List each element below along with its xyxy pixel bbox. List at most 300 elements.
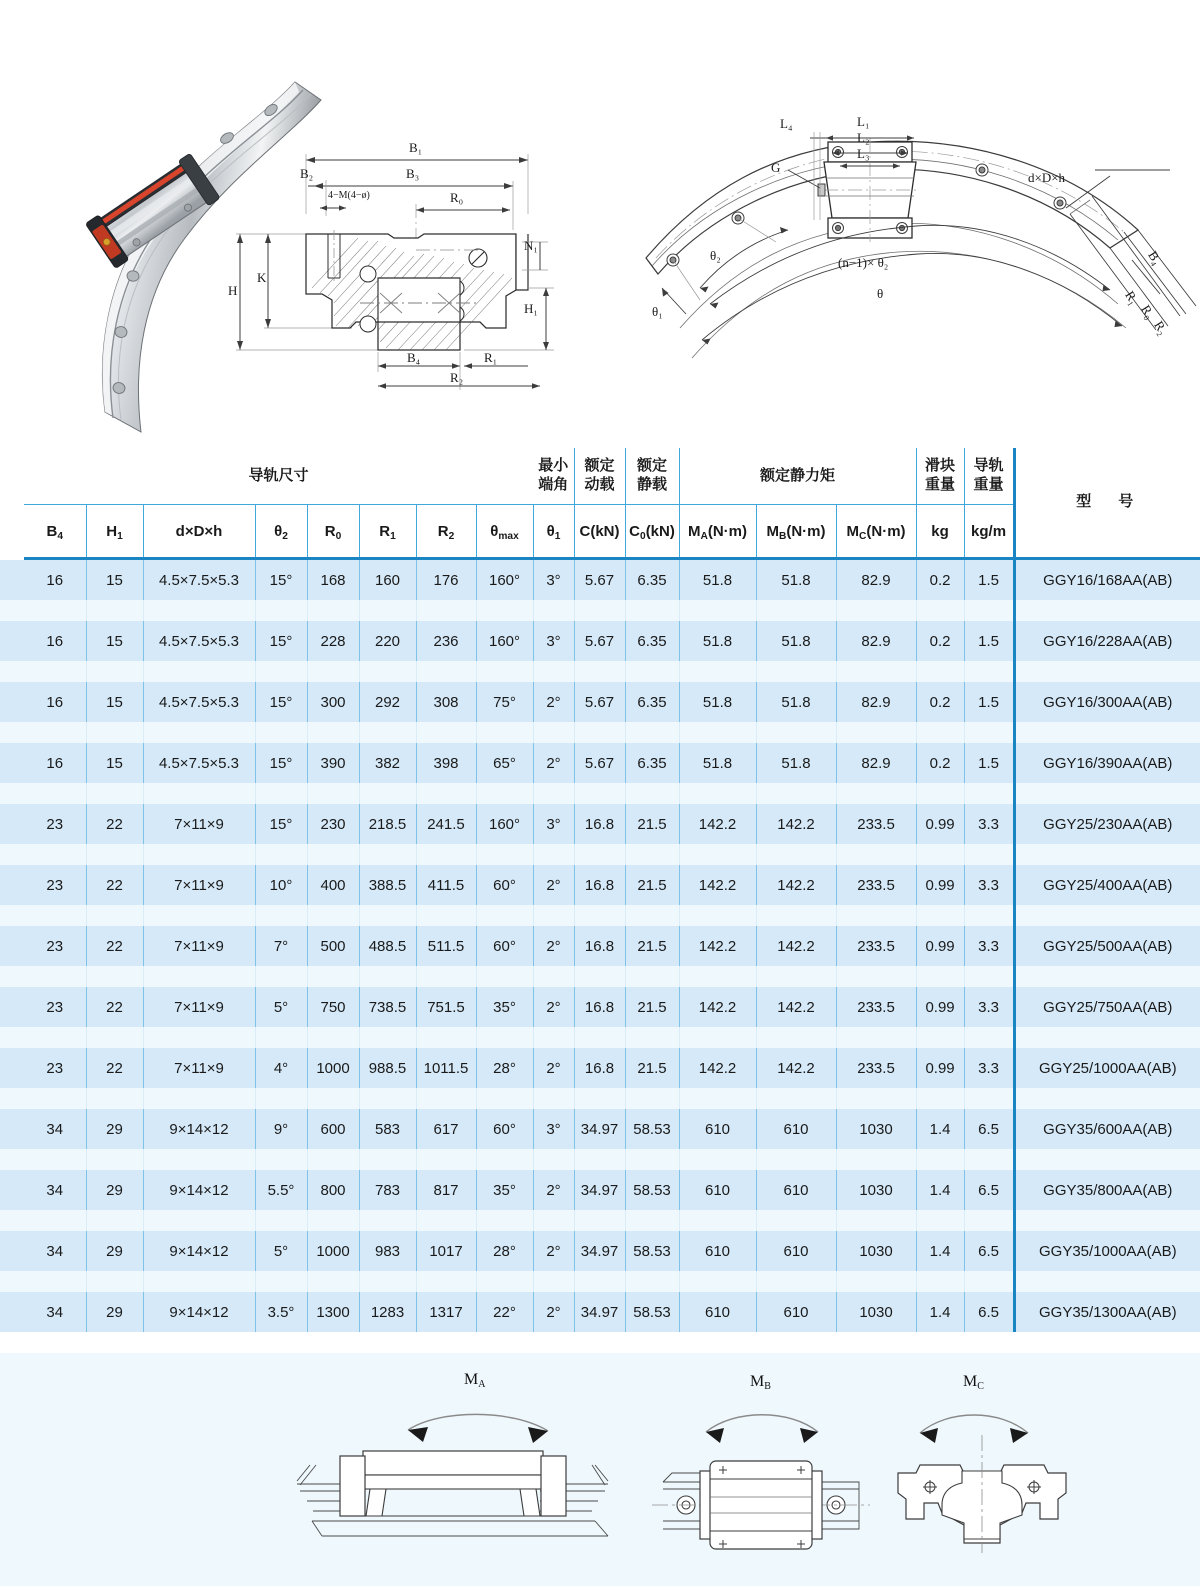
dim-label-b1: B₁ <box>409 140 423 155</box>
cell-theta2: 7° <box>255 926 307 966</box>
header-col-ddh: d×D×h <box>143 505 255 558</box>
cell-theta2: 9° <box>255 1109 307 1149</box>
cell-MA: 610 <box>679 1292 756 1332</box>
dim-label-l1: L₁ <box>857 114 870 129</box>
header-col-theta1: $\theta_1$ <box>533 505 574 558</box>
cell-kg: 1.4 <box>916 1292 964 1332</box>
cell-H1: 29 <box>86 1109 143 1149</box>
cell-R0: 230 <box>307 804 359 844</box>
cell-model: GGY16/390AA(AB) <box>1014 743 1200 783</box>
header-col-kg: kg <box>916 505 964 558</box>
dim-label-theta1: θ₁ <box>652 304 663 319</box>
cell-R2: 176 <box>416 560 476 600</box>
cell-C0: 6.35 <box>625 743 679 783</box>
cell-kgm: 6.5 <box>964 1109 1014 1149</box>
cell-thetamax: 60° <box>476 865 533 905</box>
cell-C0: 21.5 <box>625 926 679 966</box>
cell-B4: 34 <box>24 1292 86 1332</box>
cell-MA: 610 <box>679 1170 756 1210</box>
cell-model: GGY16/168AA(AB) <box>1014 560 1200 600</box>
cell-MC: 1030 <box>836 1170 916 1210</box>
cell-R1: 292 <box>359 682 416 722</box>
moment-label-mc: $M_C$ <box>963 1373 984 1392</box>
cell-kgm: 3.3 <box>964 804 1014 844</box>
cell-R1: 220 <box>359 621 416 661</box>
cell-C: 5.67 <box>574 621 625 661</box>
moment-label-ma: $M_A$ <box>464 1371 486 1390</box>
cell-dDh: 9×14×12 <box>143 1292 255 1332</box>
header-spacer-left <box>0 448 24 505</box>
table-row-spacer <box>0 1271 1200 1292</box>
cell-H1: 29 <box>86 1292 143 1332</box>
cell-MC: 82.9 <box>836 560 916 600</box>
cell-MB: 51.8 <box>756 682 836 722</box>
cell-MB: 142.2 <box>756 1048 836 1088</box>
table-row[interactable] <box>0 804 1200 844</box>
cell-theta1: 3° <box>533 560 574 600</box>
cell-C0: 6.35 <box>625 682 679 722</box>
cell-kgm: 3.3 <box>964 865 1014 905</box>
table-row-spacer <box>0 905 1200 926</box>
table-row-spacer <box>0 1149 1200 1170</box>
cell-dDh: 7×11×9 <box>143 987 255 1027</box>
cell-C: 5.67 <box>574 560 625 600</box>
moment-diagram-band <box>0 1353 1200 1586</box>
cell-dDh: 7×11×9 <box>143 804 255 844</box>
cell-B4: 23 <box>24 987 86 1027</box>
cell-MB: 51.8 <box>756 621 836 661</box>
cell-C0: 58.53 <box>625 1292 679 1332</box>
cell-thetamax: 35° <box>476 1170 533 1210</box>
cell-kg: 0.2 <box>916 560 964 600</box>
cell-dDh: 4.5×7.5×5.3 <box>143 743 255 783</box>
header-col-thetamax: $\theta_{max}$ <box>476 505 533 558</box>
cell-B4: 23 <box>24 804 86 844</box>
cell-C: 16.8 <box>574 865 625 905</box>
table-row[interactable] <box>0 926 1200 966</box>
cell-theta2: 10° <box>255 865 307 905</box>
cell-kgm: 1.5 <box>964 621 1014 661</box>
cell-H1: 15 <box>86 560 143 600</box>
cell-R0: 800 <box>307 1170 359 1210</box>
cell-theta2: 5° <box>255 987 307 1027</box>
cell-kgm: 6.5 <box>964 1231 1014 1271</box>
dim-label-r1: R₁ <box>484 350 498 365</box>
cell-H1: 22 <box>86 865 143 905</box>
cell-R2: 1317 <box>416 1292 476 1332</box>
cell-kg: 1.4 <box>916 1109 964 1149</box>
plan-view-drawing <box>640 108 1200 373</box>
header-col-c0: $C_0(kN)$ <box>625 505 679 558</box>
cell-MC: 1030 <box>836 1109 916 1149</box>
dim-label-n1theta2: (n−1)× θ₂ <box>838 255 889 270</box>
cell-R0: 1000 <box>307 1048 359 1088</box>
cell-theta1: 3° <box>533 804 574 844</box>
moment-ma-diagram <box>297 1414 608 1536</box>
cell-C: 5.67 <box>574 682 625 722</box>
cell-kg: 0.2 <box>916 621 964 661</box>
cell-theta2: 3.5° <box>255 1292 307 1332</box>
cell-R0: 750 <box>307 987 359 1027</box>
dim-label-theta2: θ₂ <box>710 248 721 263</box>
cell-dDh: 4.5×7.5×5.3 <box>143 621 255 661</box>
dim-label-b4-plan: B₄ <box>1145 248 1165 268</box>
cell-theta2: 15° <box>255 743 307 783</box>
cell-B4: 34 <box>24 1109 86 1149</box>
cell-dDh: 9×14×12 <box>143 1109 255 1149</box>
dim-label-theta: θ <box>877 286 884 301</box>
cell-dDh: 7×11×9 <box>143 926 255 966</box>
cell-model: GGY16/228AA(AB) <box>1014 621 1200 661</box>
header-col-theta2: $\theta_2$ <box>255 505 307 558</box>
cell-dDh: 7×11×9 <box>143 865 255 905</box>
dim-label-l3: L₃ <box>857 146 870 161</box>
cell-MA: 142.2 <box>679 804 756 844</box>
header-group-min-end-angle: 最小 端角 <box>533 448 574 505</box>
cell-C: 34.97 <box>574 1109 625 1149</box>
header-group-rated-dynamic: 额定 动载 <box>574 448 625 505</box>
header-group-block-weight: 滑块 重量 <box>916 448 964 505</box>
cell-H1: 29 <box>86 1170 143 1210</box>
cell-thetamax: 28° <box>476 1048 533 1088</box>
cell-MA: 51.8 <box>679 682 756 722</box>
cell-B4: 16 <box>24 560 86 600</box>
table-row[interactable] <box>0 743 1200 783</box>
cell-H1: 15 <box>86 621 143 661</box>
table-row[interactable] <box>0 987 1200 1027</box>
cell-MB: 610 <box>756 1231 836 1271</box>
cell-theta1: 2° <box>533 682 574 722</box>
cell-kgm: 3.3 <box>964 987 1014 1027</box>
table-row-spacer <box>0 722 1200 743</box>
cell-kg: 0.2 <box>916 682 964 722</box>
cell-B4: 34 <box>24 1170 86 1210</box>
cell-MA: 142.2 <box>679 926 756 966</box>
cell-C: 34.97 <box>574 1292 625 1332</box>
cell-R1: 488.5 <box>359 926 416 966</box>
cell-MB: 51.8 <box>756 560 836 600</box>
table-head <box>0 448 1200 560</box>
cell-C0: 21.5 <box>625 804 679 844</box>
cell-thetamax: 160° <box>476 804 533 844</box>
cell-R1: 983 <box>359 1231 416 1271</box>
cell-R2: 411.5 <box>416 865 476 905</box>
cell-MC: 1030 <box>836 1292 916 1332</box>
cell-R2: 1017 <box>416 1231 476 1271</box>
cell-kg: 0.99 <box>916 926 964 966</box>
table-row[interactable] <box>0 1292 1200 1332</box>
cell-R1: 988.5 <box>359 1048 416 1088</box>
cell-model: GGY25/500AA(AB) <box>1014 926 1200 966</box>
cell-R2: 398 <box>416 743 476 783</box>
cell-thetamax: 22° <box>476 1292 533 1332</box>
cell-C0: 21.5 <box>625 987 679 1027</box>
cell-MC: 233.5 <box>836 865 916 905</box>
moment-label-mb: $M_B$ <box>750 1373 771 1392</box>
cell-kgm: 6.5 <box>964 1292 1014 1332</box>
table-row-spacer <box>0 600 1200 621</box>
dim-label-n1: N₁ <box>524 238 538 253</box>
cell-MC: 82.9 <box>836 682 916 722</box>
header-col-ma: $M_A(N\cdot m)$ <box>679 505 756 558</box>
cell-theta1: 2° <box>533 1292 574 1332</box>
cell-R2: 751.5 <box>416 987 476 1027</box>
cell-R2: 308 <box>416 682 476 722</box>
table-row[interactable] <box>0 1231 1200 1271</box>
header-group-rated-static-moment: 额定静力矩 <box>679 448 916 505</box>
cell-H1: 29 <box>86 1231 143 1271</box>
cell-MA: 51.8 <box>679 560 756 600</box>
cell-kg: 1.4 <box>916 1170 964 1210</box>
cell-C0: 58.53 <box>625 1170 679 1210</box>
header-col-mb: $M_B(N\cdot m)$ <box>756 505 836 558</box>
cell-R2: 236 <box>416 621 476 661</box>
cell-theta2: 5° <box>255 1231 307 1271</box>
header-col-r2: $R_2$ <box>416 505 476 558</box>
cell-theta1: 2° <box>533 743 574 783</box>
dim-label-4m: 4−M(4−ø) <box>328 190 370 201</box>
cell-MB: 610 <box>756 1292 836 1332</box>
header-group-rail-weight: 导轨 重量 <box>964 448 1014 505</box>
header-col-r1: $R_1$ <box>359 505 416 558</box>
cell-dDh: 4.5×7.5×5.3 <box>143 682 255 722</box>
cell-B4: 16 <box>24 682 86 722</box>
cell-kg: 0.99 <box>916 804 964 844</box>
cell-MC: 233.5 <box>836 987 916 1027</box>
cell-B4: 16 <box>24 621 86 661</box>
table-row-spacer <box>0 844 1200 865</box>
cell-MA: 51.8 <box>679 743 756 783</box>
cell-C: 16.8 <box>574 804 625 844</box>
cell-R0: 168 <box>307 560 359 600</box>
table-row-spacer <box>0 1088 1200 1109</box>
dim-label-r2: R₂ <box>450 370 464 385</box>
cell-theta2: 15° <box>255 621 307 661</box>
cell-C: 16.8 <box>574 1048 625 1088</box>
cell-theta2: 5.5° <box>255 1170 307 1210</box>
cell-MB: 142.2 <box>756 926 836 966</box>
cell-R1: 160 <box>359 560 416 600</box>
cell-thetamax: 160° <box>476 621 533 661</box>
cell-dDh: 9×14×12 <box>143 1170 255 1210</box>
dim-label-b2: B₂ <box>300 166 314 181</box>
cell-thetamax: 28° <box>476 1231 533 1271</box>
cell-dDh: 9×14×12 <box>143 1231 255 1271</box>
cell-theta2: 15° <box>255 804 307 844</box>
cell-H1: 22 <box>86 804 143 844</box>
cell-C0: 21.5 <box>625 865 679 905</box>
cell-theta1: 2° <box>533 865 574 905</box>
cell-theta1: 2° <box>533 1231 574 1271</box>
cell-MB: 51.8 <box>756 743 836 783</box>
cell-R0: 300 <box>307 682 359 722</box>
cell-R2: 241.5 <box>416 804 476 844</box>
header-col-kgm: kg/m <box>964 505 1014 558</box>
cell-model: GGY35/1300AA(AB) <box>1014 1292 1200 1332</box>
table-row[interactable] <box>0 1109 1200 1149</box>
cell-thetamax: 75° <box>476 682 533 722</box>
cell-R2: 617 <box>416 1109 476 1149</box>
cell-R0: 1000 <box>307 1231 359 1271</box>
cell-model: GGY35/600AA(AB) <box>1014 1109 1200 1149</box>
dim-label-k: K <box>257 270 267 285</box>
cell-R1: 738.5 <box>359 987 416 1027</box>
cell-theta1: 2° <box>533 1048 574 1088</box>
header-spacer-left-2 <box>0 505 24 558</box>
cell-C: 5.67 <box>574 743 625 783</box>
header-group-rail-dimensions: 导轨尺寸 <box>24 448 533 505</box>
cell-MC: 233.5 <box>836 1048 916 1088</box>
table-row-spacer <box>0 661 1200 682</box>
table-row[interactable] <box>0 621 1200 661</box>
cell-MC: 82.9 <box>836 743 916 783</box>
header-group-row <box>0 448 1200 505</box>
header-col-b4: $B_4$ <box>24 505 86 558</box>
cell-model: GGY25/750AA(AB) <box>1014 987 1200 1027</box>
cell-thetamax: 160° <box>476 560 533 600</box>
cell-MC: 233.5 <box>836 804 916 844</box>
cell-kg: 0.99 <box>916 865 964 905</box>
cell-MB: 142.2 <box>756 987 836 1027</box>
dim-label-r0: R₀ <box>450 190 464 205</box>
cell-C0: 6.35 <box>625 560 679 600</box>
cell-theta1: 2° <box>533 1170 574 1210</box>
cell-R1: 583 <box>359 1109 416 1149</box>
cell-kgm: 1.5 <box>964 743 1014 783</box>
cell-R1: 382 <box>359 743 416 783</box>
cell-kgm: 3.3 <box>964 1048 1014 1088</box>
dim-label-h: H <box>228 283 238 298</box>
table-row[interactable] <box>0 560 1200 600</box>
cell-kgm: 1.5 <box>964 682 1014 722</box>
cell-dDh: 4.5×7.5×5.3 <box>143 560 255 600</box>
cell-R1: 783 <box>359 1170 416 1210</box>
dim-label-r0-plan: R₀ <box>1138 302 1158 322</box>
cell-model: GGY35/1000AA(AB) <box>1014 1231 1200 1271</box>
cell-C0: 6.35 <box>625 621 679 661</box>
cell-MC: 82.9 <box>836 621 916 661</box>
cell-kgm: 3.3 <box>964 926 1014 966</box>
cell-theta1: 2° <box>533 987 574 1027</box>
cell-B4: 34 <box>24 1231 86 1271</box>
table-row-spacer <box>0 1210 1200 1231</box>
cell-theta1: 3° <box>533 621 574 661</box>
specification-table-wrap <box>0 448 1200 1332</box>
cell-thetamax: 60° <box>476 1109 533 1149</box>
cross-section-drawing <box>228 138 568 393</box>
cell-MC: 233.5 <box>836 926 916 966</box>
cell-kgm: 1.5 <box>964 560 1014 600</box>
header-col-r0: $R_0$ <box>307 505 359 558</box>
table-row[interactable] <box>0 682 1200 722</box>
cell-kg: 0.99 <box>916 1048 964 1088</box>
table-row-spacer <box>0 783 1200 804</box>
cell-theta2: 15° <box>255 560 307 600</box>
cell-C: 34.97 <box>574 1170 625 1210</box>
cell-MA: 610 <box>679 1109 756 1149</box>
dim-label-l2: L₂ <box>857 130 870 145</box>
cell-kg: 0.99 <box>916 987 964 1027</box>
cell-thetamax: 60° <box>476 926 533 966</box>
header-col-c: C(kN) <box>574 505 625 558</box>
cell-H1: 22 <box>86 987 143 1027</box>
cell-C0: 58.53 <box>625 1231 679 1271</box>
cell-MC: 1030 <box>836 1231 916 1271</box>
cell-MA: 142.2 <box>679 865 756 905</box>
grease-port-g <box>818 184 825 196</box>
cell-MB: 610 <box>756 1170 836 1210</box>
table-row-spacer <box>0 966 1200 987</box>
cell-model: GGY35/800AA(AB) <box>1014 1170 1200 1210</box>
header-col-mc: $M_C(N\cdot m)$ <box>836 505 916 558</box>
cell-R2: 511.5 <box>416 926 476 966</box>
cell-MB: 142.2 <box>756 804 836 844</box>
dim-label-g: G <box>771 160 781 175</box>
dim-label-r2-plan: R₂ <box>1151 318 1171 338</box>
cell-C: 16.8 <box>574 926 625 966</box>
cell-R0: 600 <box>307 1109 359 1149</box>
cell-model: GGY16/300AA(AB) <box>1014 682 1200 722</box>
cell-C: 16.8 <box>574 987 625 1027</box>
cell-R1: 388.5 <box>359 865 416 905</box>
table-row-spacer <box>0 1027 1200 1048</box>
specification-table <box>0 448 1200 1332</box>
cell-C: 34.97 <box>574 1231 625 1271</box>
cell-C0: 21.5 <box>625 1048 679 1088</box>
cell-H1: 15 <box>86 743 143 783</box>
cell-MA: 142.2 <box>679 987 756 1027</box>
cell-H1: 15 <box>86 682 143 722</box>
cell-thetamax: 35° <box>476 987 533 1027</box>
cell-theta2: 15° <box>255 682 307 722</box>
cell-B4: 16 <box>24 743 86 783</box>
cell-R1: 218.5 <box>359 804 416 844</box>
cell-model: GGY25/400AA(AB) <box>1014 865 1200 905</box>
cell-MB: 142.2 <box>756 865 836 905</box>
cell-R1: 1283 <box>359 1292 416 1332</box>
table-row[interactable] <box>0 1048 1200 1088</box>
cell-model: GGY25/230AA(AB) <box>1014 804 1200 844</box>
dim-label-b4: B₄ <box>407 350 421 365</box>
moment-mc-diagram <box>898 1415 1066 1553</box>
cell-R0: 390 <box>307 743 359 783</box>
dim-label-ddh: d×D×h <box>1028 170 1066 185</box>
cell-theta1: 2° <box>533 926 574 966</box>
cell-R0: 400 <box>307 865 359 905</box>
cell-R0: 500 <box>307 926 359 966</box>
table-row[interactable] <box>0 865 1200 905</box>
cell-MA: 610 <box>679 1231 756 1271</box>
cell-MA: 51.8 <box>679 621 756 661</box>
cell-model: GGY25/1000AA(AB) <box>1014 1048 1200 1088</box>
header-col-h1: $H_1$ <box>86 505 143 558</box>
dim-label-h1: H₁ <box>524 301 538 316</box>
cell-B4: 23 <box>24 1048 86 1088</box>
dim-label-b3: B₃ <box>406 166 420 181</box>
moment-mb-diagram <box>652 1415 870 1549</box>
cell-R2: 817 <box>416 1170 476 1210</box>
cell-H1: 22 <box>86 1048 143 1088</box>
cell-kgm: 6.5 <box>964 1170 1014 1210</box>
cell-kg: 1.4 <box>916 1231 964 1271</box>
cell-B4: 23 <box>24 865 86 905</box>
dim-label-l4: L₄ <box>780 116 793 131</box>
table-row[interactable] <box>0 1170 1200 1210</box>
header-group-rated-static: 额定 静载 <box>625 448 679 505</box>
cell-kg: 0.2 <box>916 743 964 783</box>
cell-B4: 23 <box>24 926 86 966</box>
drawing-area <box>0 0 1200 448</box>
